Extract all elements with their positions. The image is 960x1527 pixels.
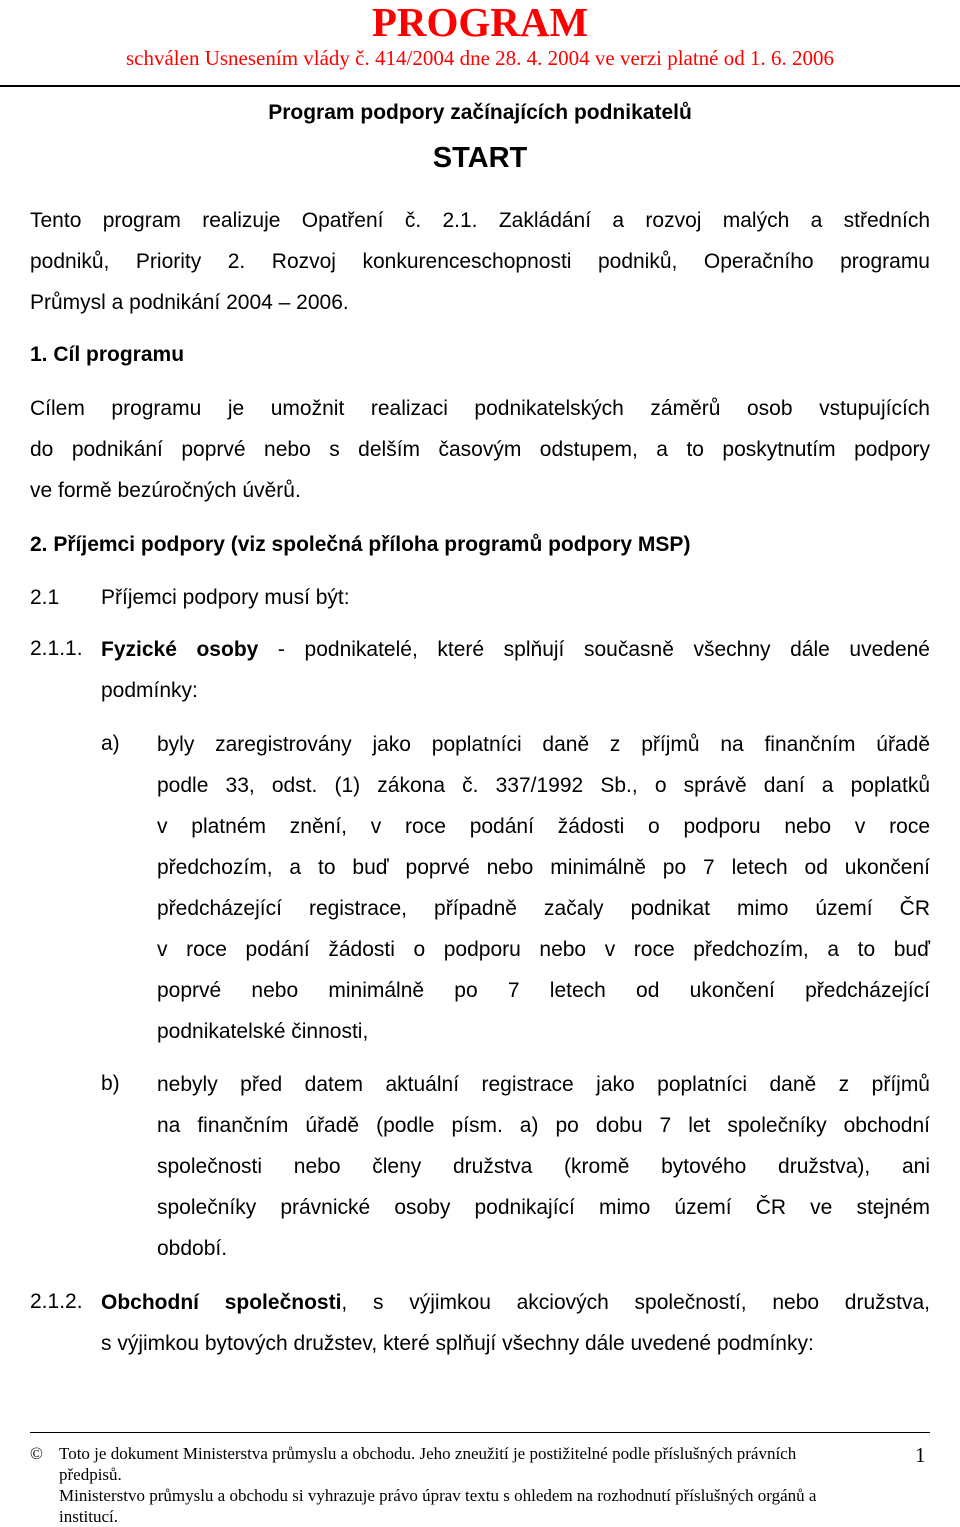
paragraph-text: - podnikatelé, které splňují současně všechny dále uvedené (258, 638, 930, 661)
item-a-line: v roce podání žádosti o podporu nebo v roce předchozím, a to buď (157, 938, 930, 961)
paragraph-2-1-2 (101, 1282, 930, 1364)
copyright-icon: © (30, 1444, 43, 1463)
subsection-text: Příjemci podpory musí být: (101, 586, 350, 609)
header-divider (0, 85, 960, 87)
footer-line: Toto je dokument Ministerstva průmyslu a obchodu. Jeho zneužití je postižitelné podle příslušných právních (59, 1444, 797, 1463)
section-1-line: ve formě bezúročných úvěrů. (30, 479, 301, 502)
item-a-line: v platném znění, v roce podání žádosti o podporu nebo v roce (157, 815, 930, 838)
item-b-text (157, 1064, 930, 1269)
item-b-label: b) (101, 1072, 120, 1095)
paragraph-number-2-1-2: 2.1.2. (30, 1290, 83, 1313)
item-b-line: na finančním úřadě (podle písm. a) po dobu 7 let společníky obchodní (157, 1114, 930, 1137)
section-1-paragraph (30, 388, 930, 511)
item-b-line: nebyly před datem aktuální registrace jako poplatníci daně z příjmů (157, 1073, 930, 1096)
paragraph-2-1-1 (101, 629, 930, 711)
intro-line: Tento program realizuje Opatření č. 2.1. Zakládání a rozvoj malých a středních (30, 209, 930, 232)
intro-paragraph (30, 200, 930, 323)
footer-line: institucí. (59, 1507, 119, 1526)
section-1-line: do podnikání poprvé nebo s delším časovým odstupem, a to poskytnutím podpory (30, 438, 930, 461)
footer-line: předpisů. (59, 1465, 122, 1484)
footer-notice (59, 1443, 909, 1527)
item-a-text (157, 724, 930, 1052)
item-b-line: období. (157, 1237, 228, 1260)
item-a-line: podnikatelské činnosti, (157, 1020, 369, 1043)
item-b-line: společníky právnické osoby podnikající mimo území ČR ve stejném (157, 1196, 930, 1219)
paragraph-2-1-2-line (101, 1282, 930, 1323)
item-a-line: podle 33, odst. (1) zákona č. 337/1992 Sb., o správě daní a poplatků (157, 774, 930, 797)
item-a-line: předcházející registrace, případně začaly podnikat mimo území ČR (157, 897, 930, 920)
section-2-heading: 2. Příjemci podpory (viz společná příloha programů podpory MSP) (30, 533, 691, 556)
intro-line: Průmysl a podnikání 2004 – 2006. (30, 291, 349, 314)
section-1-line: Cílem programu je umožnit realizaci podnikatelských záměrů osob vstupujících (30, 397, 930, 420)
intro-line: podniků, Priority 2. Rozvoj konkurenceschopnosti podniků, Operačního programu (30, 250, 930, 273)
section-1-heading: 1. Cíl programu (30, 343, 185, 366)
item-a-line: předchozím, a to buď poprvé nebo minimálně po 7 letech od ukončení (157, 856, 930, 879)
footer-divider (30, 1432, 930, 1433)
document-subtitle: schválen Usnesením vlády č. 414/2004 dne 28. 4. 2004 ve verzi platné od 1. 6. 2006 (125, 46, 835, 70)
item-b-line: společnosti nebo členy družstva (kromě bytového družstva), ani (157, 1155, 930, 1178)
subsection-number: 2.1 (30, 586, 60, 609)
paragraph-text: , s výjimkou akciových společností, nebo družstva, (341, 1291, 930, 1314)
paragraph-2-1-1-line (101, 629, 930, 670)
document-title: PROGRAM (371, 0, 589, 45)
paragraph-2-1-2-line: s výjimkou bytových družstev, které splňují všechny dále uvedené podmínky: (101, 1332, 814, 1355)
page-number: 1 (915, 1443, 926, 1467)
program-code: START (432, 142, 528, 174)
term-fyzicke-osoby: Fyzické osoby (101, 638, 259, 661)
program-name: Program podpory začínajících podnikatelů (268, 101, 692, 124)
footer-line: Ministerstvo průmyslu a obchodu si vyhrazuje právo úprav textu s ohledem na rozhodnutí příslušných orgánů a (59, 1486, 817, 1505)
item-a-line: byly zaregistrovány jako poplatníci daně z příjmů na finančním úřadě (157, 733, 930, 756)
item-a-label: a) (101, 732, 120, 755)
paragraph-number-2-1-1: 2.1.1. (30, 637, 83, 660)
term-obchodni-spolecnosti: Obchodní společnosti (101, 1291, 342, 1314)
paragraph-2-1-1-line: podmínky: (101, 679, 198, 702)
item-a-line: poprvé nebo minimálně po 7 letech od ukončení předcházející (157, 979, 930, 1002)
